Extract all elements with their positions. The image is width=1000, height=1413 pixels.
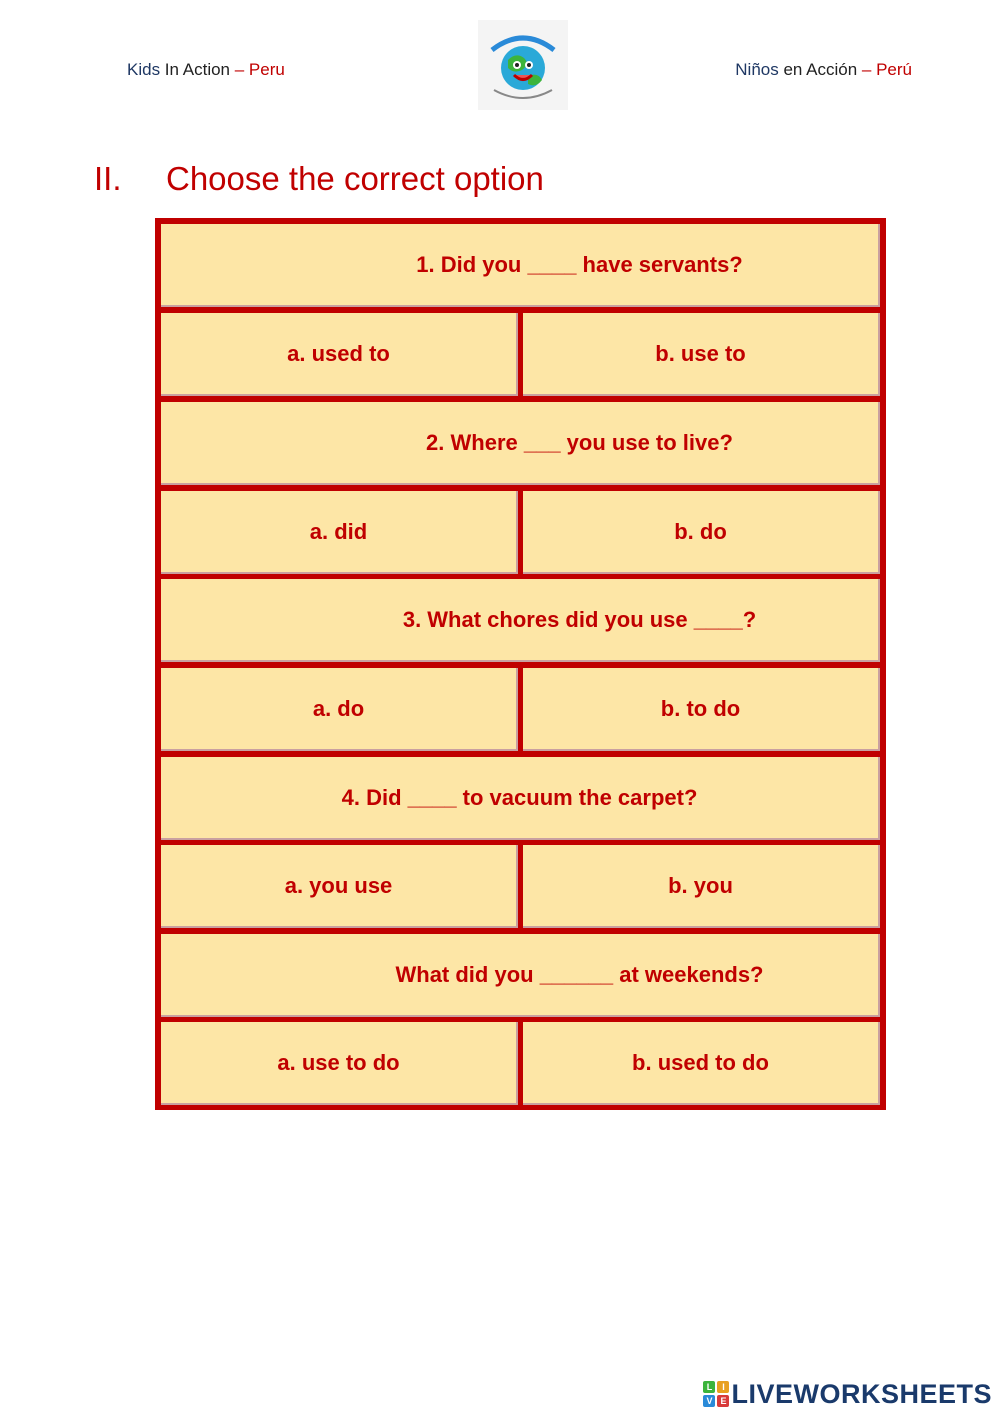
header-right-middle: en Acción [778, 60, 862, 79]
header-right [735, 60, 912, 80]
liveworksheets-icon: L I V E [703, 1381, 729, 1407]
question-4: 4. Did ____ to vacuum the carpet? [161, 757, 880, 840]
header-right-country: – Perú [861, 60, 912, 79]
liveworksheets-brand [703, 1379, 992, 1409]
question-2: 2. Where ___ you use to live? [161, 402, 880, 485]
option-1b[interactable]: b. use to [523, 313, 880, 396]
section-heading: Choose the correct option [166, 160, 544, 197]
options-table [155, 218, 886, 1110]
header-right-ninos: Niños [735, 60, 779, 79]
header-left-country: – Peru [234, 60, 285, 79]
option-2a[interactable]: a. did [161, 491, 518, 574]
liveworksheets-text: LIVEWORKSHEETS [731, 1378, 992, 1409]
question-5: What did you ______ at weekends? [161, 934, 880, 1017]
section-number: II. [94, 160, 122, 197]
question-1: 1. Did you ____ have servants? [161, 224, 880, 307]
option-5b[interactable]: b. used to do [523, 1022, 880, 1105]
option-5a[interactable]: a. use to do [161, 1022, 518, 1105]
option-3b[interactable]: b. to do [523, 668, 880, 751]
option-1a[interactable]: a. used to [161, 313, 518, 396]
option-4a[interactable]: a. you use [161, 845, 518, 928]
option-3a[interactable]: a. do [161, 668, 518, 751]
kids-in-action-logo [478, 20, 568, 110]
header-left-kids: Kids [127, 60, 161, 79]
option-4b[interactable]: b. you [523, 845, 880, 928]
question-3: 3. What chores did you use ____? [161, 579, 880, 662]
header-left [127, 60, 285, 80]
header-left-middle: In Action [160, 60, 235, 79]
section-title [94, 160, 544, 198]
option-2b[interactable]: b. do [523, 491, 880, 574]
